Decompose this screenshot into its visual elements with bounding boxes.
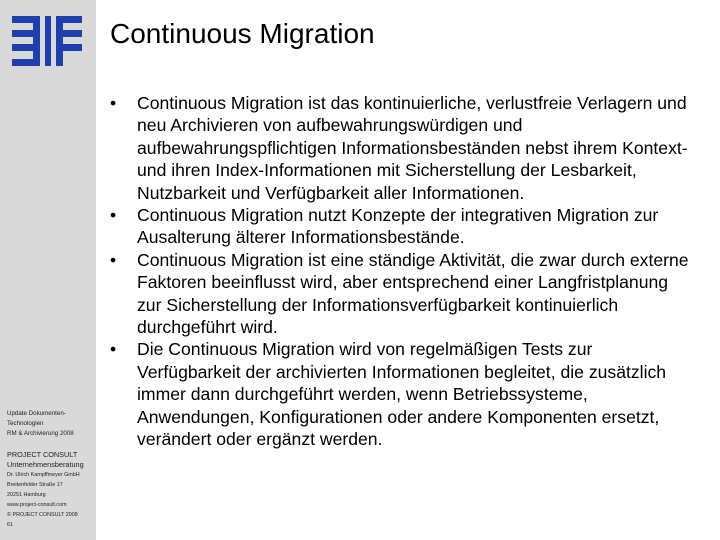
page-number: 61 (7, 522, 13, 528)
company-website: www.project-consult.com (7, 502, 67, 508)
bullet-item (110, 249, 695, 339)
company-logo-icon (12, 16, 82, 66)
company-subtitle: Unternehmensberatung (7, 460, 84, 469)
event-line: RM & Archivierung 2008 (7, 430, 74, 437)
company-city: 20251 Hamburg (7, 492, 46, 498)
logo-bar (56, 44, 82, 51)
company-legal-name: Dr. Ulrich Kampffmeyer GmbH (7, 472, 80, 478)
copyright: © PROJECT CONSULT 2008 (7, 512, 78, 518)
bullet-text: Continuous Migration ist eine ständige Aktivität, die zwar durch externe Faktoren beeinflusst wird, aber entsprechend einer Langfristplanung zur Sicherstellung der Informationsverfügbarkeit kontinuierlich durchgeführt wird. (137, 249, 689, 338)
event-line: Technologien (7, 420, 44, 427)
bullet-icon: • (110, 205, 117, 226)
bullet-text: Continuous Migration ist das kontinuierliche, verlustfreie Verlagern und neu Archivieren von aufbewahrungswürdigen und aufbewahrungspflichtigen Informationsbeständen nebst ihrem Kontext- und ihren Index-Informationen mit Sicherstellung der Lesbarkeit, Nutzbarkeit und Verfügbarkeit aller Informationen. (137, 93, 688, 203)
logo-bar (33, 16, 40, 66)
logo-bar (56, 30, 82, 37)
bullet-text: Continuous Migration nutzt Konzepte der integrativen Migration zur Ausalterung älterer Informationsbestände. (137, 205, 659, 248)
bullet-icon: • (110, 339, 117, 360)
bullet-item (110, 338, 695, 450)
bullet-icon: • (110, 93, 117, 113)
event-line: Update Dokumenten- (7, 410, 66, 417)
bullet-item (110, 92, 695, 204)
logo-bar (12, 59, 40, 66)
event-info (7, 409, 95, 439)
logo-bar (45, 16, 51, 66)
bullet-list (110, 92, 695, 451)
logo-bar (12, 30, 40, 37)
company-info (7, 450, 95, 530)
sidebar (0, 0, 96, 540)
bullet-item (110, 204, 695, 249)
company-street: Breitenfelder Straße 17 (7, 482, 63, 488)
logo-bar (56, 16, 63, 66)
company-name: PROJECT CONSULT (7, 450, 78, 459)
bullet-text: Die Continuous Migration wird von regelmäßigen Tests zur Verfügbarkeit der archivierten Informationen begleitet, die zusätzlich immer dann durchgeführt werden, wenn Betriebssysteme, Anwendungen, Konfigurationen oder andere Komponenten ersetzt, verändert oder ergänzt werden. (137, 339, 667, 450)
bullet-icon: • (110, 249, 117, 270)
logo-bar (12, 44, 40, 51)
slide-content (110, 92, 695, 451)
slide-title: Continuous Migration (110, 18, 375, 49)
